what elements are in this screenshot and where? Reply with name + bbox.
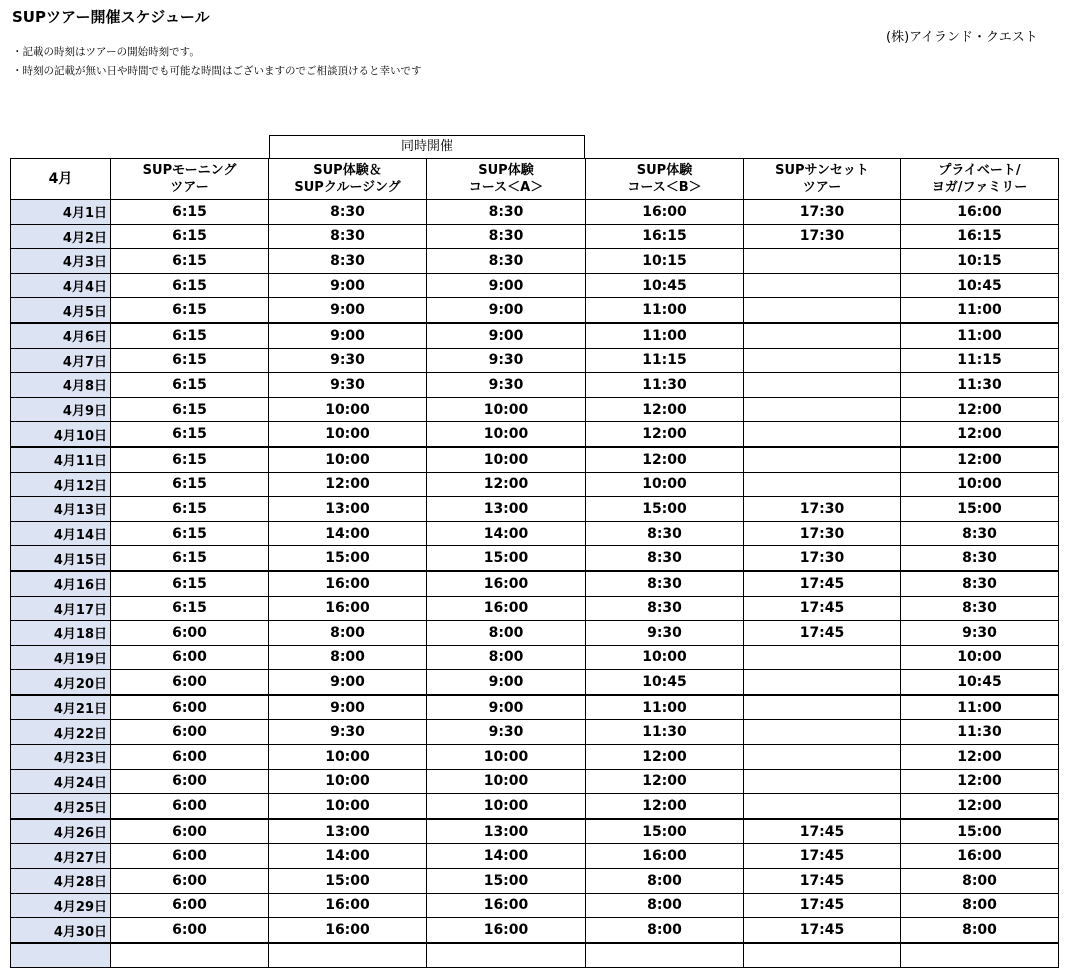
time-cell-course-b [586, 943, 744, 968]
table-row [11, 472, 1059, 497]
time-cell-morning: 6:00 [111, 844, 269, 869]
table-row [11, 893, 1059, 918]
table-row [11, 918, 1059, 943]
time-cell-course-a: 10:00 [427, 794, 586, 819]
time-cell-cruising: 10:00 [269, 422, 427, 447]
time-cell-morning: 6:15 [111, 571, 269, 596]
time-cell-private: 9:30 [901, 621, 1059, 646]
table-row [11, 720, 1059, 745]
table-row [11, 273, 1059, 298]
time-cell-course-b: 10:15 [586, 249, 744, 274]
time-cell-morning: 6:00 [111, 720, 269, 745]
time-cell-morning: 6:15 [111, 373, 269, 398]
time-cell-sunset [744, 645, 901, 670]
table-row [11, 397, 1059, 422]
time-cell-cruising: 10:00 [269, 447, 427, 472]
table-row [11, 249, 1059, 274]
time-cell-course-a: 10:00 [427, 745, 586, 770]
date-cell: 4月17日 [11, 596, 111, 621]
time-cell-course-a: 16:00 [427, 571, 586, 596]
table-row [11, 298, 1059, 323]
table-row [11, 323, 1059, 348]
date-cell: 4月22日 [11, 720, 111, 745]
time-cell-morning [111, 943, 269, 968]
date-cell: 4月21日 [11, 695, 111, 720]
date-cell: 4月30日 [11, 918, 111, 943]
header-line: SUPモーニング [142, 163, 237, 178]
time-cell-course-a: 8:00 [427, 621, 586, 646]
time-cell-sunset [744, 249, 901, 274]
time-cell-private: 11:00 [901, 298, 1059, 323]
time-cell-course-b: 10:45 [586, 273, 744, 298]
time-cell-morning: 6:15 [111, 422, 269, 447]
date-cell: 4月2日 [11, 224, 111, 249]
time-cell-sunset: 17:45 [744, 571, 901, 596]
time-cell-private: 12:00 [901, 447, 1059, 472]
time-cell-morning: 6:00 [111, 819, 269, 844]
time-cell-course-b: 8:00 [586, 869, 744, 894]
time-cell-sunset [744, 695, 901, 720]
time-cell-sunset [744, 373, 901, 398]
time-cell-sunset: 17:30 [744, 200, 901, 225]
table-row [11, 695, 1059, 720]
time-cell-cruising: 10:00 [269, 769, 427, 794]
time-cell-sunset: 17:45 [744, 918, 901, 943]
time-cell-course-a: 9:00 [427, 695, 586, 720]
header-line: SUP体験 [478, 163, 534, 178]
time-cell-private: 10:00 [901, 472, 1059, 497]
time-cell-sunset [744, 720, 901, 745]
date-cell: 4月26日 [11, 819, 111, 844]
time-cell-course-a: 10:00 [427, 447, 586, 472]
time-cell-cruising: 8:30 [269, 224, 427, 249]
time-cell-morning: 6:00 [111, 745, 269, 770]
month-header: 4月 [11, 159, 111, 200]
header-line: コース＜B＞ [627, 180, 702, 195]
table-row [11, 224, 1059, 249]
time-cell-course-b: 12:00 [586, 794, 744, 819]
time-cell-course-b: 10:00 [586, 645, 744, 670]
time-cell-cruising: 9:30 [269, 373, 427, 398]
date-cell: 4月28日 [11, 869, 111, 894]
time-cell-course-a: 10:00 [427, 422, 586, 447]
header-row [11, 159, 1059, 200]
time-cell-course-b: 11:00 [586, 323, 744, 348]
time-cell-course-a: 8:30 [427, 200, 586, 225]
table-row [11, 200, 1059, 225]
company-name: (株)アイランド・クエスト [886, 30, 1038, 45]
time-cell-private [901, 943, 1059, 968]
time-cell-course-b: 12:00 [586, 769, 744, 794]
time-cell-morning: 6:00 [111, 695, 269, 720]
time-cell-course-b: 12:00 [586, 745, 744, 770]
time-cell-private: 8:30 [901, 571, 1059, 596]
date-cell: 4月29日 [11, 893, 111, 918]
time-cell-course-b: 16:00 [586, 200, 744, 225]
time-cell-cruising: 12:00 [269, 472, 427, 497]
time-cell-morning: 6:15 [111, 298, 269, 323]
time-cell-course-b: 15:00 [586, 497, 744, 522]
time-cell-private: 10:45 [901, 670, 1059, 695]
time-cell-private: 12:00 [901, 397, 1059, 422]
time-cell-cruising: 16:00 [269, 571, 427, 596]
time-cell-cruising: 13:00 [269, 497, 427, 522]
time-cell-morning: 6:15 [111, 200, 269, 225]
time-cell-course-a: 9:00 [427, 670, 586, 695]
time-cell-cruising [269, 943, 427, 968]
time-cell-morning: 6:00 [111, 769, 269, 794]
time-cell-course-a: 16:00 [427, 596, 586, 621]
time-cell-course-a: 9:00 [427, 323, 586, 348]
time-cell-private: 11:00 [901, 323, 1059, 348]
time-cell-course-a: 10:00 [427, 397, 586, 422]
time-cell-private: 16:00 [901, 200, 1059, 225]
table-row [11, 745, 1059, 770]
time-cell-sunset: 17:30 [744, 521, 901, 546]
time-cell-private: 11:30 [901, 720, 1059, 745]
time-cell-cruising: 9:00 [269, 273, 427, 298]
time-cell-sunset [744, 323, 901, 348]
date-cell: 4月13日 [11, 497, 111, 522]
table-row [11, 422, 1059, 447]
time-cell-morning: 6:15 [111, 348, 269, 373]
time-cell-cruising: 8:30 [269, 249, 427, 274]
header-line: コース＜A＞ [468, 180, 544, 195]
date-cell: 4月20日 [11, 670, 111, 695]
time-cell-morning: 6:00 [111, 893, 269, 918]
time-cell-course-a: 10:00 [427, 769, 586, 794]
time-cell-sunset: 17:30 [744, 497, 901, 522]
column-header-morning [111, 159, 269, 200]
date-cell: 4月3日 [11, 249, 111, 274]
time-cell-course-a: 8:00 [427, 645, 586, 670]
time-cell-course-a: 16:00 [427, 893, 586, 918]
time-cell-morning: 6:00 [111, 918, 269, 943]
time-cell-sunset [744, 794, 901, 819]
time-cell-course-b: 11:30 [586, 720, 744, 745]
time-cell-morning: 6:15 [111, 472, 269, 497]
time-cell-course-a [427, 943, 586, 968]
time-cell-cruising: 9:00 [269, 695, 427, 720]
time-cell-morning: 6:15 [111, 249, 269, 274]
date-cell: 4月7日 [11, 348, 111, 373]
time-cell-course-b: 11:00 [586, 695, 744, 720]
time-cell-course-a: 13:00 [427, 497, 586, 522]
time-cell-sunset: 17:45 [744, 893, 901, 918]
date-cell: 4月25日 [11, 794, 111, 819]
time-cell-course-b: 12:00 [586, 422, 744, 447]
date-cell: 4月16日 [11, 571, 111, 596]
date-cell: 4月11日 [11, 447, 111, 472]
date-cell: 4月10日 [11, 422, 111, 447]
time-cell-sunset [744, 298, 901, 323]
time-cell-private: 15:00 [901, 497, 1059, 522]
time-cell-private: 8:00 [901, 869, 1059, 894]
time-cell-cruising: 14:00 [269, 844, 427, 869]
note-consultation: ・時刻の記載が無い日や時間でも可能な時間はございますのでご相談頂けると幸いです [12, 65, 422, 77]
column-header-private [901, 159, 1059, 200]
time-cell-cruising: 9:30 [269, 720, 427, 745]
table-row [11, 621, 1059, 646]
time-cell-sunset [744, 447, 901, 472]
time-cell-morning: 6:15 [111, 521, 269, 546]
time-cell-course-a: 8:30 [427, 249, 586, 274]
time-cell-course-a: 9:30 [427, 720, 586, 745]
time-cell-private: 12:00 [901, 422, 1059, 447]
time-cell-course-b: 10:00 [586, 472, 744, 497]
table-row [11, 373, 1059, 398]
time-cell-course-a: 14:00 [427, 521, 586, 546]
time-cell-course-a: 9:30 [427, 348, 586, 373]
time-cell-cruising: 9:30 [269, 348, 427, 373]
time-cell-cruising: 9:00 [269, 298, 427, 323]
time-cell-sunset: 17:45 [744, 596, 901, 621]
time-cell-course-b: 10:45 [586, 670, 744, 695]
date-cell: 4月19日 [11, 645, 111, 670]
date-cell: 4月27日 [11, 844, 111, 869]
time-cell-private: 8:00 [901, 918, 1059, 943]
time-cell-cruising: 13:00 [269, 819, 427, 844]
time-cell-morning: 6:15 [111, 323, 269, 348]
date-cell: 4月4日 [11, 273, 111, 298]
table-row [11, 447, 1059, 472]
time-cell-sunset: 17:30 [744, 546, 901, 571]
header-line: ツアー [170, 180, 209, 195]
time-cell-morning: 6:00 [111, 621, 269, 646]
time-cell-course-a: 8:30 [427, 224, 586, 249]
time-cell-cruising: 15:00 [269, 869, 427, 894]
time-cell-course-a: 9:30 [427, 373, 586, 398]
table-row [11, 546, 1059, 571]
time-cell-sunset [744, 769, 901, 794]
table-row [11, 819, 1059, 844]
time-cell-cruising: 10:00 [269, 794, 427, 819]
header-line: SUPクルージング [294, 180, 401, 195]
time-cell-morning: 6:00 [111, 794, 269, 819]
time-cell-course-b: 8:30 [586, 546, 744, 571]
time-cell-cruising: 8:00 [269, 621, 427, 646]
date-cell: 4月15日 [11, 546, 111, 571]
time-cell-morning: 6:15 [111, 596, 269, 621]
time-cell-sunset [744, 348, 901, 373]
table-row [11, 497, 1059, 522]
time-cell-private: 8:00 [901, 893, 1059, 918]
time-cell-sunset: 17:45 [744, 819, 901, 844]
date-cell: 4月6日 [11, 323, 111, 348]
column-header-course-b [586, 159, 744, 200]
time-cell-course-b: 11:30 [586, 373, 744, 398]
page-title: SUPツアー開催スケジュール [12, 8, 210, 26]
time-cell-course-a: 15:00 [427, 869, 586, 894]
time-cell-course-a: 14:00 [427, 844, 586, 869]
column-header-sunset [744, 159, 901, 200]
time-cell-sunset [744, 745, 901, 770]
time-cell-course-b: 16:00 [586, 844, 744, 869]
date-cell: 4月9日 [11, 397, 111, 422]
table-row [11, 521, 1059, 546]
header-line: SUP体験＆ [313, 163, 382, 178]
time-cell-course-b: 16:15 [586, 224, 744, 249]
time-cell-sunset: 17:45 [744, 869, 901, 894]
time-cell-cruising: 10:00 [269, 745, 427, 770]
time-cell-course-b: 8:30 [586, 571, 744, 596]
date-cell: 4月24日 [11, 769, 111, 794]
time-cell-morning: 6:15 [111, 497, 269, 522]
date-cell: 4月23日 [11, 745, 111, 770]
time-cell-course-b: 15:00 [586, 819, 744, 844]
header-line: SUPサンセット [775, 163, 869, 178]
time-cell-cruising: 8:30 [269, 200, 427, 225]
table-row [11, 571, 1059, 596]
time-cell-private: 12:00 [901, 794, 1059, 819]
time-cell-course-b: 9:30 [586, 621, 744, 646]
time-cell-private: 12:00 [901, 769, 1059, 794]
time-cell-sunset [744, 422, 901, 447]
table-row [11, 769, 1059, 794]
time-cell-cruising: 16:00 [269, 596, 427, 621]
date-cell: 4月18日 [11, 621, 111, 646]
time-cell-cruising: 10:00 [269, 397, 427, 422]
time-cell-morning: 6:00 [111, 670, 269, 695]
table-row [11, 596, 1059, 621]
date-cell: 4月12日 [11, 472, 111, 497]
time-cell-sunset [744, 472, 901, 497]
time-cell-private: 10:15 [901, 249, 1059, 274]
table-row [11, 869, 1059, 894]
table-row [11, 645, 1059, 670]
time-cell-sunset: 17:45 [744, 844, 901, 869]
date-cell: 4月5日 [11, 298, 111, 323]
date-cell: 4月8日 [11, 373, 111, 398]
time-cell-cruising: 16:00 [269, 918, 427, 943]
table-row [11, 844, 1059, 869]
table-row [11, 348, 1059, 373]
time-cell-cruising: 9:00 [269, 323, 427, 348]
time-cell-private: 16:15 [901, 224, 1059, 249]
date-cell: 4月14日 [11, 521, 111, 546]
time-cell-morning: 6:15 [111, 447, 269, 472]
time-cell-course-b: 12:00 [586, 397, 744, 422]
time-cell-morning: 6:15 [111, 273, 269, 298]
table-row [11, 670, 1059, 695]
time-cell-private: 10:00 [901, 645, 1059, 670]
time-cell-course-b: 8:30 [586, 596, 744, 621]
table-row [11, 794, 1059, 819]
time-cell-course-b: 8:00 [586, 918, 744, 943]
time-cell-course-a: 16:00 [427, 918, 586, 943]
header-line: プライベート/ [938, 163, 1021, 178]
time-cell-course-a: 13:00 [427, 819, 586, 844]
time-cell-sunset [744, 397, 901, 422]
table-row [11, 943, 1059, 968]
schedule-table [10, 158, 1059, 968]
time-cell-course-b: 8:30 [586, 521, 744, 546]
time-cell-cruising: 9:00 [269, 670, 427, 695]
time-cell-private: 11:30 [901, 373, 1059, 398]
time-cell-cruising: 15:00 [269, 546, 427, 571]
header-line: ヨガ/ファミリー [931, 180, 1028, 195]
time-cell-private: 12:00 [901, 745, 1059, 770]
time-cell-course-b: 11:15 [586, 348, 744, 373]
time-cell-course-a: 9:00 [427, 298, 586, 323]
time-cell-morning: 6:15 [111, 546, 269, 571]
time-cell-course-a: 12:00 [427, 472, 586, 497]
concurrent-header: 同時開催 [269, 135, 585, 158]
note-start-time: ・記載の時刻はツアーの開始時刻です。 [12, 46, 200, 58]
time-cell-sunset [744, 943, 901, 968]
time-cell-sunset: 17:45 [744, 621, 901, 646]
header-line: SUP体験 [636, 163, 693, 178]
column-header-cruising [269, 159, 427, 200]
time-cell-private: 11:15 [901, 348, 1059, 373]
time-cell-private: 10:45 [901, 273, 1059, 298]
time-cell-cruising: 14:00 [269, 521, 427, 546]
time-cell-course-b: 11:00 [586, 298, 744, 323]
time-cell-course-b: 12:00 [586, 447, 744, 472]
time-cell-private: 8:30 [901, 546, 1059, 571]
time-cell-private: 8:30 [901, 521, 1059, 546]
date-cell [11, 943, 111, 968]
date-cell: 4月1日 [11, 200, 111, 225]
header-line: ツアー [802, 180, 842, 195]
time-cell-cruising: 16:00 [269, 893, 427, 918]
time-cell-course-a: 15:00 [427, 546, 586, 571]
time-cell-sunset [744, 670, 901, 695]
column-header-course-a [427, 159, 586, 200]
time-cell-morning: 6:15 [111, 397, 269, 422]
time-cell-morning: 6:00 [111, 645, 269, 670]
time-cell-cruising: 8:00 [269, 645, 427, 670]
time-cell-morning: 6:15 [111, 224, 269, 249]
time-cell-course-b: 8:00 [586, 893, 744, 918]
time-cell-morning: 6:00 [111, 869, 269, 894]
time-cell-sunset: 17:30 [744, 224, 901, 249]
time-cell-private: 11:00 [901, 695, 1059, 720]
time-cell-private: 8:30 [901, 596, 1059, 621]
time-cell-course-a: 9:00 [427, 273, 586, 298]
time-cell-sunset [744, 273, 901, 298]
time-cell-private: 15:00 [901, 819, 1059, 844]
time-cell-private: 16:00 [901, 844, 1059, 869]
